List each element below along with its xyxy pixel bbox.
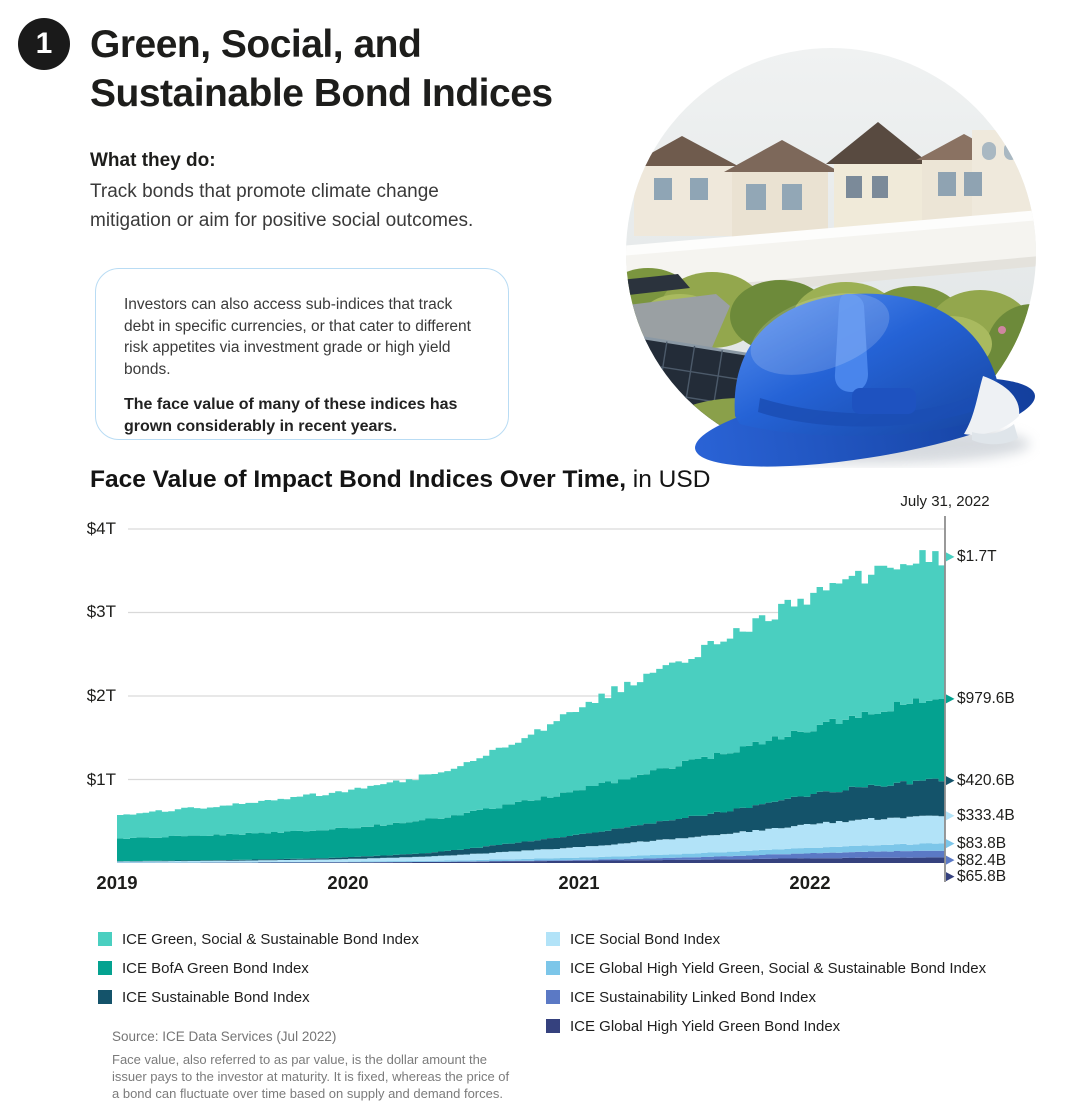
legend-swatch: [546, 990, 560, 1004]
legend-item: [546, 960, 1046, 976]
end-label-arrow: [946, 872, 955, 881]
legend-label: ICE BofA Green Bond Index: [122, 959, 309, 977]
chart-title-bold: Face Value of Impact Bond Indices Over Time,: [90, 466, 626, 493]
callout-text: Investors can also access sub-indices that track debt in specific currencies, or that cater to different risk appetites via investment grade or high yield bonds.: [124, 296, 471, 378]
end-value-label: $420.6B: [957, 772, 1015, 789]
legend-label: ICE Global High Yield Green Bond Index: [570, 1017, 841, 1035]
rooftop-photo: [620, 44, 1040, 468]
legend-swatch: [98, 990, 112, 1004]
legend-swatch: [98, 932, 112, 946]
legend-label: ICE Social Bond Index: [570, 930, 721, 948]
end-value-label: $333.4B: [957, 807, 1015, 824]
legend-swatch: [546, 961, 560, 975]
end-label-arrow: [946, 839, 955, 848]
what-they-do-label: What they do:: [90, 150, 216, 171]
end-label-arrow: [946, 694, 955, 703]
legend-label: ICE Sustainability Linked Bond Index: [570, 988, 816, 1006]
page-title-line1: Green, Social, and: [90, 23, 422, 66]
page-title-line2: Sustainable Bond Indices: [90, 72, 553, 115]
page-title: [90, 20, 710, 118]
legend-label: ICE Global High Yield Green, Social & Sustainable Bond Index: [570, 959, 987, 977]
chart-canvas: [0, 490, 1080, 922]
legend-right-column: [546, 931, 1046, 1047]
legend-label: ICE Sustainable Bond Index: [122, 988, 310, 1006]
footnote-text: Face value, also referred to as par value, is the dollar amount the issuer pays to the investor at maturity. It is fixed, whereas the price of a bond can fluctuate over time based on supply and demand forces.: [112, 1052, 510, 1101]
chart-title-suffix: in USD: [626, 466, 711, 493]
end-value-label: $1.7T: [957, 548, 997, 565]
legend-swatch: [546, 1019, 560, 1033]
source-text: Source: ICE Data Services (Jul 2022): [112, 1029, 337, 1044]
legend-item: [98, 960, 598, 976]
legend-item: [546, 1018, 1046, 1034]
x-axis-tick: 2019: [96, 872, 138, 893]
end-value-label: $83.8B: [957, 835, 1007, 852]
legend-item: [546, 989, 1046, 1005]
x-axis-tick: 2020: [327, 872, 369, 893]
what-they-do-text: Track bonds that promote climate change mitigation or aim for positive social outcomes.: [90, 181, 474, 231]
end-value-label: $979.6B: [957, 690, 1015, 707]
end-value-label: $82.4B: [957, 852, 1007, 869]
end-label-arrow: [946, 552, 955, 561]
x-axis-tick: 2022: [789, 872, 831, 893]
y-axis-tick: $3T: [86, 602, 116, 621]
callout-box: [95, 268, 509, 440]
legend-swatch: [98, 961, 112, 975]
section-number: 1: [35, 27, 53, 60]
y-axis-tick: $4T: [86, 519, 116, 538]
legend-item: [98, 931, 598, 947]
legend-item: [546, 931, 1046, 947]
annotation-date-label: July 31, 2022: [900, 493, 990, 510]
legend-item: [98, 989, 598, 1005]
end-value-label: $65.8B: [957, 868, 1007, 885]
rooftop-photo-illustration: [620, 44, 1040, 468]
callout-bold-text: The face value of many of these indices has grown considerably in recent years.: [124, 396, 458, 435]
stacked-area-chart: [0, 490, 1080, 922]
x-axis-tick: 2021: [558, 872, 600, 893]
legend-swatch: [546, 932, 560, 946]
end-label-arrow: [946, 856, 955, 865]
y-axis-tick: $2T: [86, 686, 116, 705]
section-number-badge: [18, 18, 70, 70]
end-label-arrow: [946, 811, 955, 820]
end-label-arrow: [946, 776, 955, 785]
y-axis-tick: $1T: [86, 770, 116, 789]
legend-label: ICE Green, Social & Sustainable Bond Index: [122, 930, 419, 948]
legend-left-column: [98, 931, 598, 1018]
